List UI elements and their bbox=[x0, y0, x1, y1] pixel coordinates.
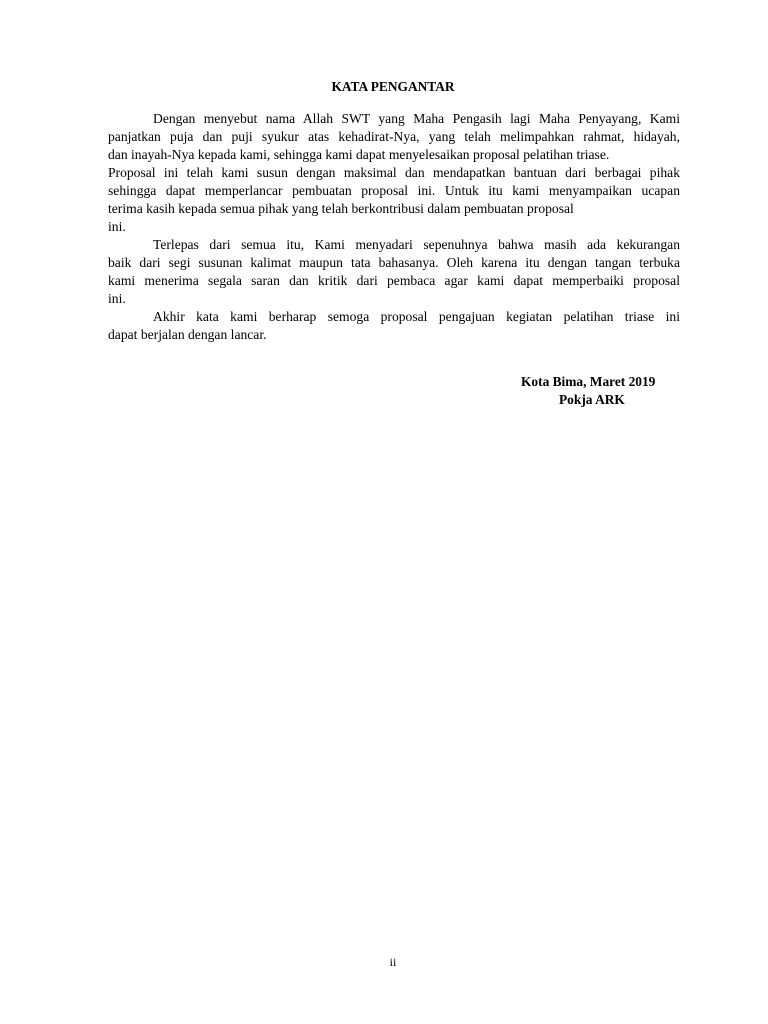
paragraph-2-line-3: kami menerima segala saran dan kritik dari pembaca agar kami dapat memperbaiki proposal bbox=[108, 273, 680, 288]
paragraph-1-line-1: Dengan menyebut nama Allah SWT yang Maha Pengasih lagi Maha Penyayang, Kami bbox=[153, 111, 680, 126]
paragraph-3-line-1: Akhir kata kami berharap semoga proposal pengajuan kegiatan pelatihan triase ini bbox=[153, 309, 680, 324]
paragraph-3-line-2: dapat berjalan dengan lancar. bbox=[108, 327, 267, 342]
page-number: ii bbox=[389, 955, 397, 969]
paragraph-1-line-7: ini. bbox=[108, 219, 126, 234]
document-title: KATA PENGANTAR bbox=[331, 79, 455, 94]
paragraph-1-line-4: Proposal ini telah kami susun dengan maksimal dan mendapatkan bantuan dari berbagai pihak bbox=[108, 165, 680, 180]
closing-place-date: Kota Bima, Maret 2019 bbox=[521, 374, 656, 389]
paragraph-1-line-2: panjatkan puja dan puji syukur atas kehadirat-Nya, yang telah melimpahkan rahmat, hidayah, bbox=[108, 129, 680, 144]
paragraph-1-line-5: sehingga dapat memperlancar pembuatan proposal ini. Untuk itu kami menyampaikan ucapan bbox=[108, 183, 680, 198]
paragraph-2-line-1: Terlepas dari semua itu, Kami menyadari sepenuhnya bahwa masih ada kekurangan bbox=[153, 237, 680, 252]
paragraph-2-line-2: baik dari segi susunan kalimat maupun tata bahasanya. Oleh karena itu dengan tangan terbuka bbox=[108, 255, 680, 270]
paragraph-1-line-6: terima kasih kepada semua pihak yang telah berkontribusi dalam pembuatan proposal bbox=[108, 201, 574, 216]
paragraph-1-line-3: dan inayah-Nya kepada kami, sehingga kami dapat menyelesaikan proposal pelatihan triase. bbox=[108, 147, 610, 162]
closing-signatory: Pokja ARK bbox=[559, 392, 625, 407]
paragraph-2-line-4: ini. bbox=[108, 291, 126, 306]
